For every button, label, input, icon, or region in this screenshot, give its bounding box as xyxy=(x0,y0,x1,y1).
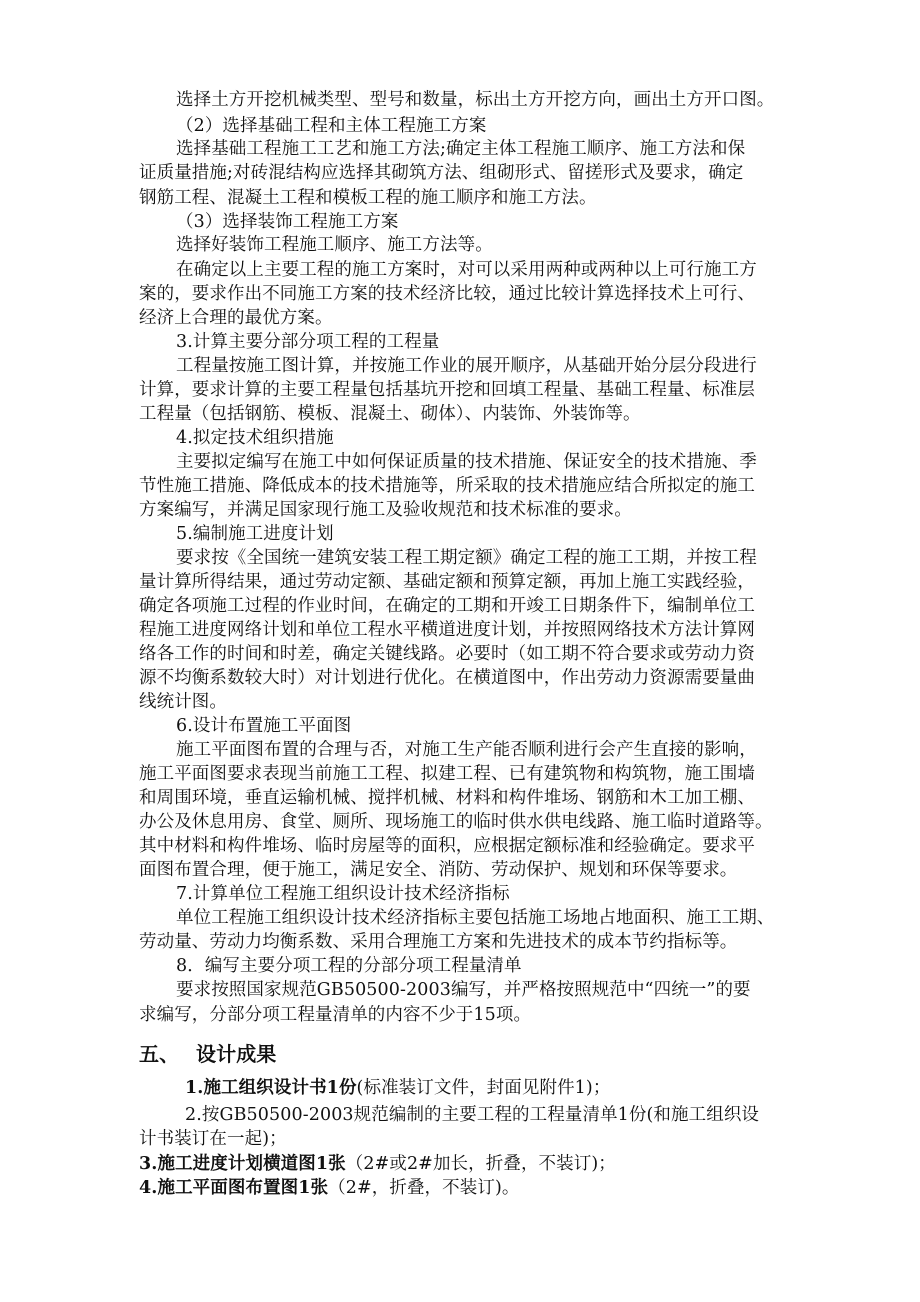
body-line: 计算，要求计算的主要工程量包括基坑开挖和回填工程量、基础工程量、标准层 xyxy=(139,380,755,400)
subheading-line: 6.设计布置施工平面图 xyxy=(176,716,352,736)
body-line: 络各工作的时间和时差，确定关键线路。必要时（如工期不符合要求或劳动力资 xyxy=(139,644,755,664)
section-title: 设计成果 xyxy=(196,1042,277,1066)
body-line: 确定各项施工过程的作业时间，在确定的工期和开竣工日期条件下，编制单位工 xyxy=(139,596,755,616)
body-line: 节性施工措施、降低成本的技术措施等，所采取的技术措施应结合所拟定的施工 xyxy=(139,476,755,496)
body-line: 选择基础工程施工工艺和施工方法;确定主体工程施工顺序、施工方法和保 xyxy=(176,139,746,159)
body-line: 案的，要求作出不同施工方案的技术经济比较，通过比较计算选择技术上可行、 xyxy=(139,284,755,304)
subheading-line: 7.计算单位工程施工组织设计技术经济指标 xyxy=(176,884,510,904)
result-item-3-label: 3.施工进度计划横道图1张 xyxy=(139,1154,346,1174)
body-line: 劳动量、劳动力均衡系数、采用合理施工方案和先进技术的成本节约指标等。 xyxy=(139,932,738,952)
result-item-2-line1: 2.按GB50500-2003规范编制的主要工程的工程量清单1份(和施工组织设 xyxy=(185,1105,760,1125)
body-line: 其中材料和构件堆场、临时房屋等的面积，应根据定额标准和经验确定。要求平 xyxy=(139,836,755,856)
subheading-line: （3）选择装饰工程施工方案 xyxy=(176,212,399,232)
body-line: 要求按照国家规范GB50500-2003编写，并严格按照规范中“四统一”的要 xyxy=(176,980,751,1000)
result-item-3-note: （2#或2#加长，折叠，不装订)； xyxy=(345,1154,616,1174)
body-line: 线统计图。 xyxy=(139,692,227,712)
body-line: 施工平面图要求表现当前施工工程、拟建工程、已有建筑物和构筑物，施工围墙 xyxy=(139,764,755,784)
body-line: 求编写，分部分项工程量清单的内容不少于15项。 xyxy=(139,1005,532,1025)
body-line: 工程量（包括钢筋、模板、混凝土、砌体）、内装饰、外装饰等。 xyxy=(139,404,641,424)
body-line: 钢筋工程、混凝土工程和模板工程的施工顺序和施工方法。 xyxy=(139,188,597,208)
result-item-4 xyxy=(139,1176,519,1200)
body-line: 主要拟定编写在施工中如何保证质量的技术措施、保证安全的技术措施、季 xyxy=(176,452,757,472)
body-line: 证质量措施;对砖混结构应选择其砌筑方法、组砌形式、留搓形式及要求，确定 xyxy=(139,163,744,183)
body-line: 施工平面图布置的合理与否，对施工生产能否顺利进行会产生直接的影响， xyxy=(176,740,757,760)
body-line: 面图布置合理，便于施工，满足安全、消防、劳动保护、规划和环保等要求。 xyxy=(139,860,738,880)
body-line: 在确定以上主要工程的施工方案时，对可以采用两种或两种以上可行施工方 xyxy=(176,260,757,280)
result-item-2-line2: 计书装订在一起)； xyxy=(139,1129,287,1149)
subheading-line: 5.编制施工进度计划 xyxy=(176,524,334,544)
result-item-4-label: 4.施工平面图布置图1张 xyxy=(139,1178,329,1198)
result-item-1-note: (标准装订文件，封面见附件1)； xyxy=(356,1078,611,1098)
body-line: 选择好装饰工程施工顺序、施工方法等。 xyxy=(176,235,493,255)
result-item-3 xyxy=(139,1152,616,1176)
body-line: 量计算所得结果，通过劳动定额、基础定额和预算定额，再加上施工实践经验， xyxy=(139,572,755,592)
subheading-line: 4.拟定技术组织措施 xyxy=(176,428,334,448)
subheading-line: 3.计算主要分部分项工程的工程量 xyxy=(176,332,440,352)
section-number: 五、 xyxy=(139,1042,180,1066)
body-line: 方案编写，并满足国家现行施工及验收规范和技术标准的要求。 xyxy=(139,500,632,520)
body-line: 经济上合理的最优方案。 xyxy=(139,308,333,328)
result-item-1 xyxy=(185,1076,610,1100)
result-item-4-note: （2#，折叠，不装订)。 xyxy=(328,1178,520,1198)
body-line: 和周围环境，垂直运输机械、搅拌机械、材料和构件堆场、钢筋和木工加工棚、 xyxy=(139,788,755,808)
body-line: 程施工进度网络计划和单位工程水平横道进度计划，并按照网络技术方法计算网 xyxy=(139,620,755,640)
body-line: 源不均衡系数较大时）对计划进行优化。在横道图中，作出劳动力资源需要量曲 xyxy=(139,668,755,688)
body-line: 工程量按施工图计算，并按施工作业的展开顺序，从基础开始分层分段进行 xyxy=(176,356,757,376)
body-line: 要求按《全国统一建筑安装工程工期定额》确定工程的施工工期，并按工程 xyxy=(176,548,757,568)
body-line: 单位工程施工组织设计技术经济指标主要包括施工场地占地面积、施工工期、 xyxy=(176,908,775,928)
result-item-1-label: 1.施工组织设计书1份 xyxy=(185,1078,357,1098)
body-line: 选择土方开挖机械类型、型号和数量，标出土方开挖方向，画出土方开口图。 xyxy=(176,90,775,110)
subheading-line: 8．编写主要分项工程的分部分项工程量清单 xyxy=(176,956,522,976)
subheading-line: （2）选择基础工程和主体工程施工方案 xyxy=(176,116,487,136)
body-line: 办公及休息用房、食堂、厕所、现场施工的临时供水供电线路、施工临时道路等。 xyxy=(139,812,773,832)
